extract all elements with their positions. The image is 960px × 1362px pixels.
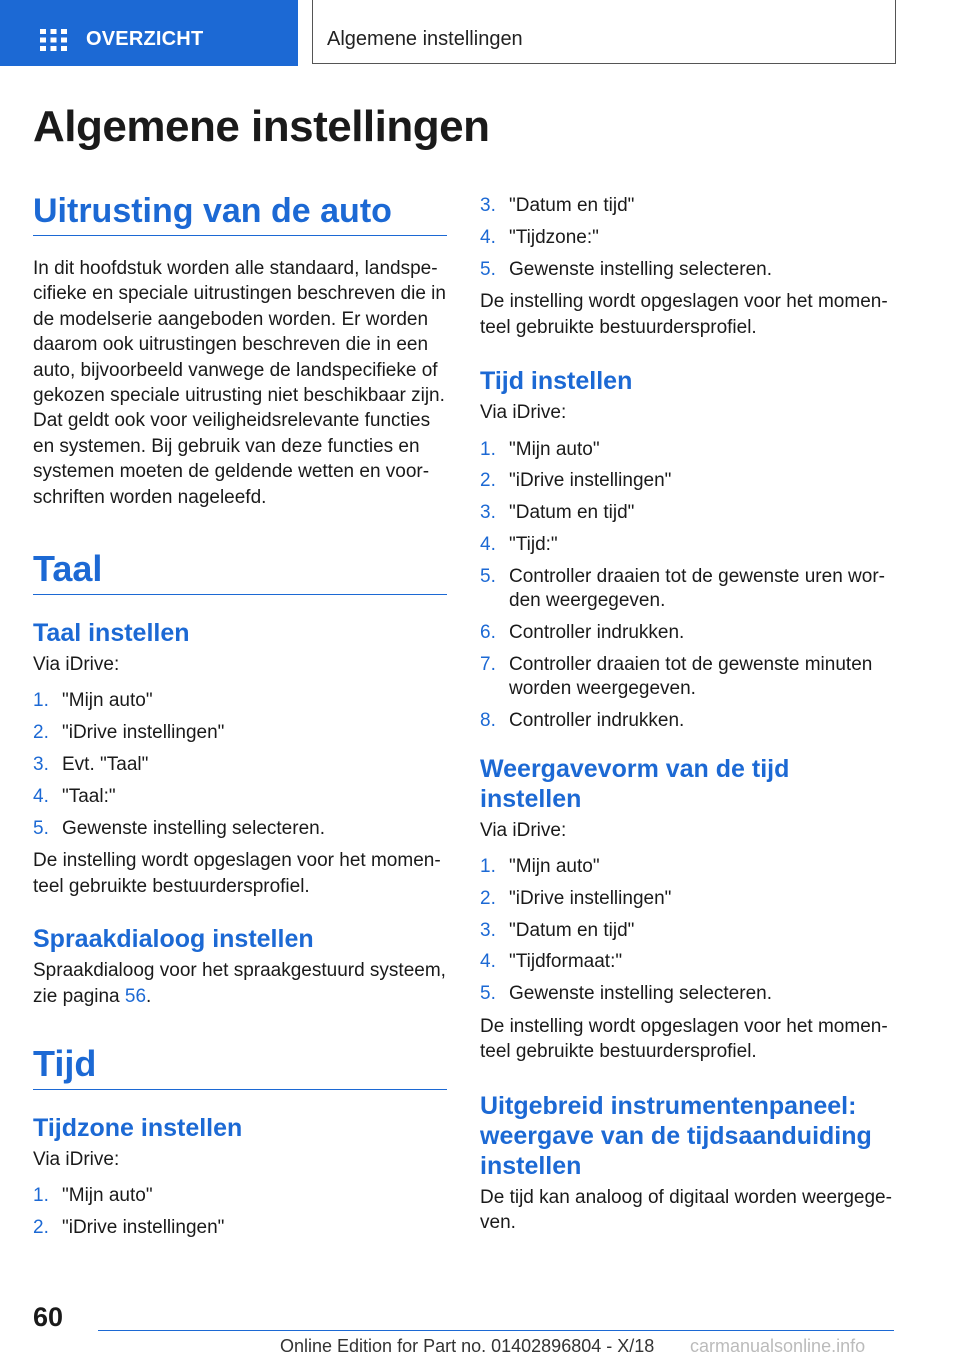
- list-item: 2. "iDrive instellingen": [480, 887, 672, 909]
- taal-note: De instelling wordt opgeslagen voor het momenteel gebruikte bestuurdersprofiel.: [33, 850, 441, 897]
- page-link-56[interactable]: 56: [124, 985, 147, 1007]
- list-item: 7. Controller draaien tot de gewenste minuten worden weergegeven.: [480, 653, 873, 700]
- via-idrive-label: Via iDrive:: [480, 819, 567, 841]
- section-title-taal: Taal: [33, 548, 447, 595]
- via-idrive-label: Via iDrive:: [33, 654, 120, 676]
- list-item: 8. Controller indrukken.: [480, 710, 685, 732]
- via-idrive-label: Via iDrive:: [480, 402, 567, 424]
- list-item: 2. "iDrive instellingen": [480, 470, 672, 492]
- list-item: 3. Evt. "Taal": [33, 754, 149, 776]
- tijd-steps-list: [480, 438, 894, 734]
- list-item: 4. "Tijd:": [480, 534, 558, 555]
- weergavevorm-steps-list: [480, 855, 894, 1007]
- instrumentenpaneel-paragraph: De tijd kan analoog of digitaal worden weergegeven.: [480, 1186, 892, 1234]
- list-item: 3. "Datum en tijd": [480, 919, 635, 941]
- breadcrumb: [312, 0, 896, 64]
- list-item: 4. "Tijdformaat:": [480, 951, 623, 973]
- intro-paragraph: In dit hoofdstuk worden alle standaard, landspecifieke en speciale uitrustingen beschreven die in de modelserie aangeboden worden. Er worden daarom ook uitrustingen beschreven die in een auto, bijvoorbeeld vanwege de landspecifieke of gekozen speciale uitrusting niet beschikbaar zijn. Dat geldt ook voor veiligheidsrelevante functies en systemen. Bij gebruik van deze functies en systemen moeten de geldende wetten en voorschriften worden nageleefd.: [33, 258, 446, 508]
- spraak-paragraph: Spraakdialoog voor het spraakgestuurd systeem, zie pagina 56.: [33, 960, 446, 1007]
- list-item: 4. "Tijdzone:": [480, 226, 599, 248]
- grid-icon: [40, 29, 67, 51]
- overview-button[interactable]: [0, 0, 298, 66]
- subsection-title-weergavevorm: Weergavevorm van de tijd instellen: [480, 754, 790, 813]
- section-title-uitrusting: Uitrusting van de auto: [33, 192, 447, 236]
- top-bar: [0, 0, 960, 66]
- taal-steps-list: [33, 689, 447, 841]
- tijdzone-steps-list-b: [480, 194, 894, 282]
- list-item: 2. "iDrive instellingen": [33, 722, 225, 744]
- subsection-title-spraakdialoog: Spraakdialoog instellen: [33, 925, 314, 954]
- list-item: 5. Gewenste instelling selecteren.: [33, 817, 325, 839]
- overview-label: OVERZICHT: [86, 28, 204, 50]
- edition-label: Online Edition for Part no. 01402896804 - X/18: [280, 1336, 655, 1356]
- via-idrive-label: Via iDrive:: [33, 1149, 120, 1171]
- tijdzone-note: De instelling wordt opgeslagen voor het momenteel gebruikte bestuurdersprofiel.: [480, 291, 888, 338]
- page-title: Algemene instellingen: [33, 102, 490, 151]
- list-item: 5. Gewenste instelling selecteren.: [480, 258, 772, 280]
- list-item: 1. "Mijn auto": [33, 1185, 153, 1207]
- list-item: 1. "Mijn auto": [480, 438, 600, 460]
- list-item: 1. "Mijn auto": [33, 690, 153, 712]
- list-item: 5. Gewenste instelling selecteren.: [480, 983, 772, 1005]
- footer-divider: [98, 1330, 894, 1331]
- list-item: 4. "Taal:": [33, 785, 116, 807]
- list-item: 6. Controller indrukken.: [480, 622, 685, 644]
- page-number: 60: [33, 1302, 64, 1332]
- list-item: 3. "Datum en tijd": [480, 502, 635, 524]
- subsection-title-tijd-instellen: Tijd instellen: [480, 367, 633, 396]
- subsection-title-taal-instellen: Taal instellen: [33, 619, 190, 648]
- subsection-title-tijdzone: Tijdzone instellen: [33, 1114, 243, 1143]
- list-item: 3. "Datum en tijd": [480, 195, 635, 216]
- list-item: 1. "Mijn auto": [480, 856, 600, 878]
- left-column: [33, 192, 447, 1248]
- right-column: [480, 192, 894, 1236]
- breadcrumb-label: Algemene instellingen: [327, 28, 523, 50]
- list-item: 2. "iDrive instellingen": [33, 1217, 225, 1239]
- section-title-tijd: Tijd: [33, 1043, 447, 1090]
- list-item: 5. Controller draaien tot de gewenste uren worden weergegeven.: [480, 565, 885, 612]
- weergavevorm-note: De instelling wordt opgeslagen voor het momenteel gebruikte bestuurdersprofiel.: [480, 1016, 888, 1063]
- tijdzone-steps-list-a: [33, 1184, 447, 1240]
- watermark: carmanualsonline.info: [690, 1336, 866, 1356]
- subsection-title-uitgebreid-instrumentenpaneel: Uitgebreid instrumentenpaneel: weergave van de tijdsaanduiding instellen: [480, 1091, 872, 1180]
